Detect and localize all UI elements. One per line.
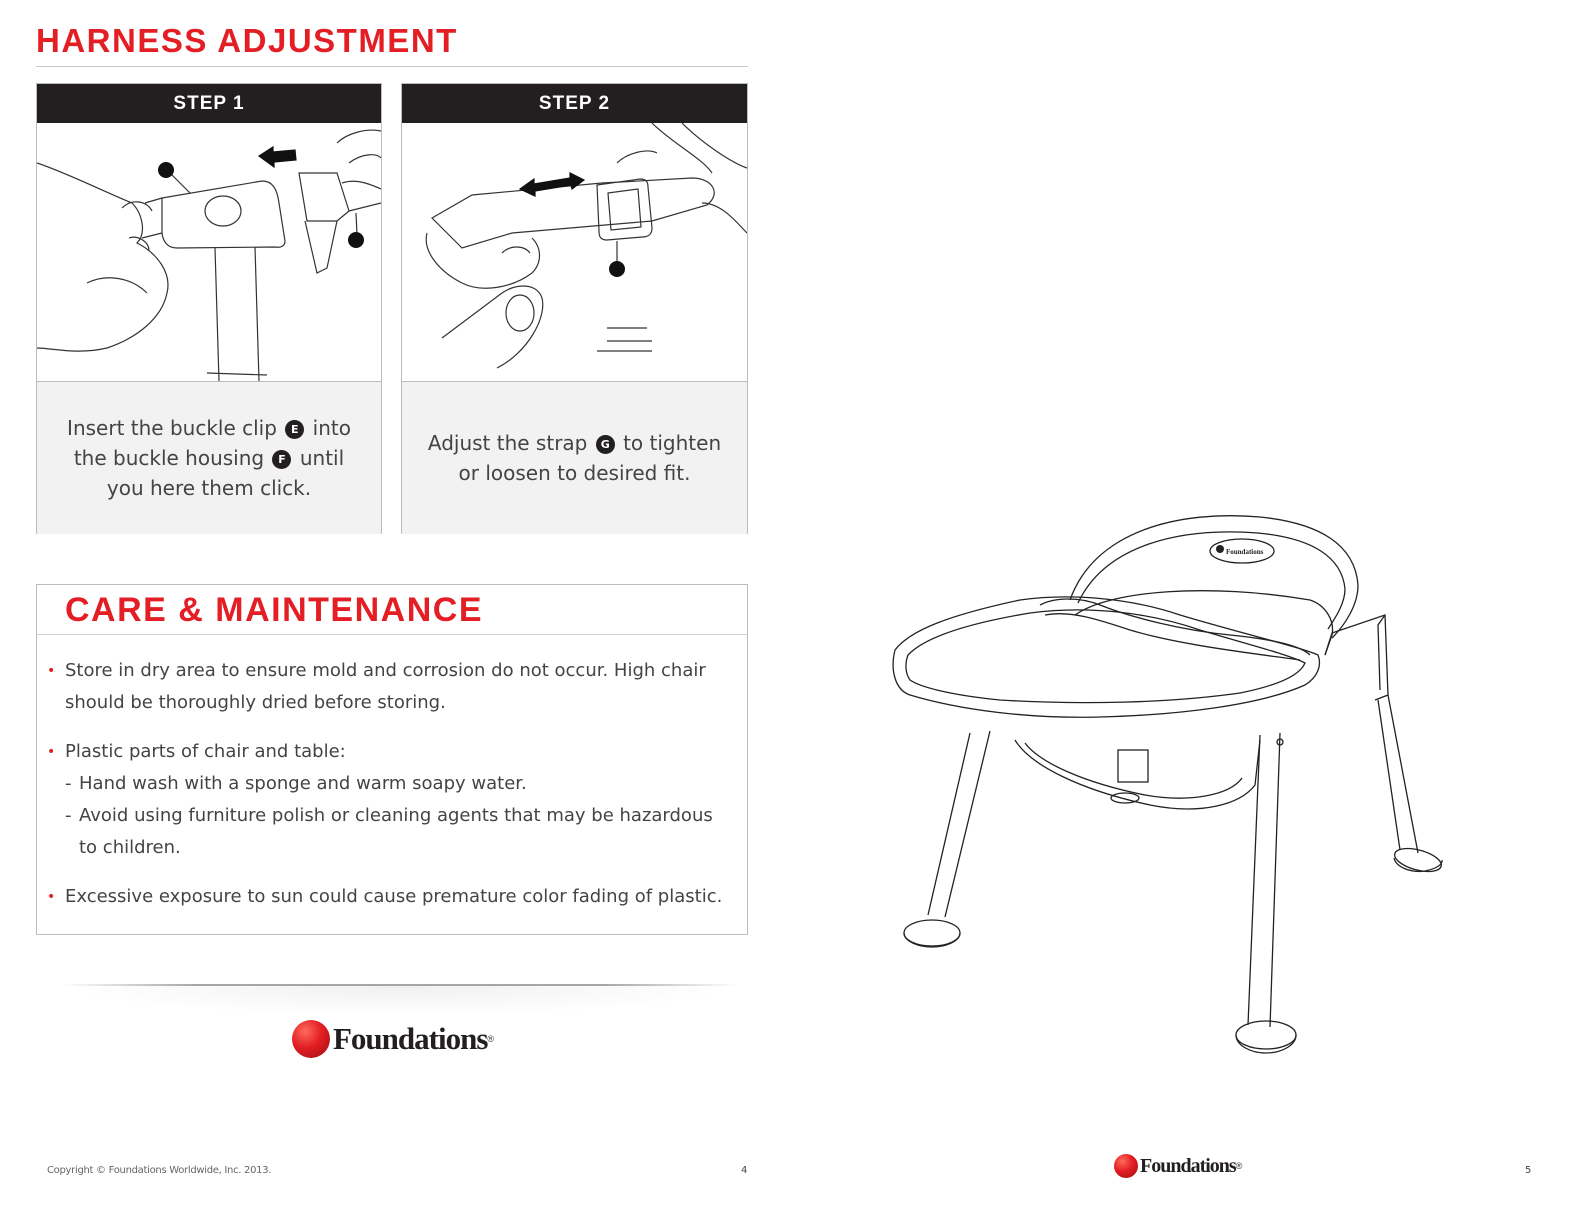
care-item-text: Plastic parts of chair and table: [65, 741, 346, 762]
trademark-symbol: ® [1235, 1161, 1243, 1171]
step-2-caption-text-a: Adjust the strap [427, 431, 588, 455]
badge-f: F [272, 450, 291, 469]
care-subitem-text: Avoid using furniture polish or cleaning agents that may be hazardous to children. [79, 805, 713, 858]
foundations-logo-small [1114, 1154, 1242, 1178]
care-list [47, 655, 727, 930]
step-1-header: STEP 1 [37, 84, 381, 123]
step-1-caption-text-c: until you here them click. [106, 446, 345, 500]
care-maintenance-title: CARE & MAINTENANCE [65, 591, 483, 629]
dash-marker: - [65, 773, 72, 794]
label-f-marker [158, 162, 174, 178]
page-number-left: 4 [741, 1165, 748, 1176]
strap-adjust-illustration [402, 123, 747, 381]
logo-ball-icon [1114, 1154, 1138, 1178]
step-2-panel [401, 83, 748, 534]
care-item-text: Store in dry area to ensure mold and corrosion do not occur. High chair should be thoroughly dried before storing. [65, 660, 706, 713]
bullet-icon: • [47, 889, 56, 905]
page-number-right: 5 [1525, 1165, 1532, 1176]
care-item-text: Excessive exposure to sun could cause premature color fading of plastic. [65, 886, 723, 907]
step-1-panel [36, 83, 382, 534]
bullet-icon: • [47, 663, 56, 679]
step-1-caption-text-a: Insert the buckle clip [67, 416, 277, 440]
logo-ball-icon [292, 1020, 330, 1058]
step-2-caption-text-b: to tighten or loosen to desired fit. [458, 431, 722, 485]
bullet-icon: • [47, 744, 56, 760]
step-1-illustration [37, 123, 381, 382]
dash-marker: - [65, 805, 72, 826]
decorative-shadow [60, 986, 740, 1016]
label-g-marker [609, 261, 625, 277]
buckle-insert-illustration [37, 123, 381, 381]
step-1-caption-text-b: into the buckle housing [73, 416, 351, 470]
harness-adjustment-title: HARNESS ADJUSTMENT [36, 22, 458, 59]
logo-wordmark: Foundations [333, 1021, 488, 1056]
list-item [47, 881, 727, 913]
care-maintenance-panel [36, 584, 748, 935]
step-1-caption [37, 382, 381, 534]
list-item [47, 736, 727, 864]
copyright-text: Copyright © Foundations Worldwide, Inc. 2013. [47, 1165, 272, 1176]
chair-illustration [880, 505, 1460, 1065]
foundations-logo [292, 1020, 494, 1058]
step-2-caption [402, 382, 747, 534]
step-2-illustration [402, 123, 747, 382]
step-2-header: STEP 2 [402, 84, 747, 123]
badge-g: G [596, 435, 615, 454]
care-divider [37, 634, 747, 635]
trademark-symbol: ® [487, 1034, 495, 1044]
care-subitem-text: Hand wash with a sponge and warm soapy water. [79, 773, 527, 794]
sub-list-item [65, 768, 727, 800]
sub-list-item [65, 800, 727, 864]
logo-wordmark: Foundations [1140, 1154, 1236, 1177]
label-e-marker [348, 232, 364, 248]
chair-back-label: Foundations [1226, 548, 1264, 556]
title-divider [36, 66, 748, 67]
list-item [47, 655, 727, 719]
badge-e: E [285, 420, 304, 439]
